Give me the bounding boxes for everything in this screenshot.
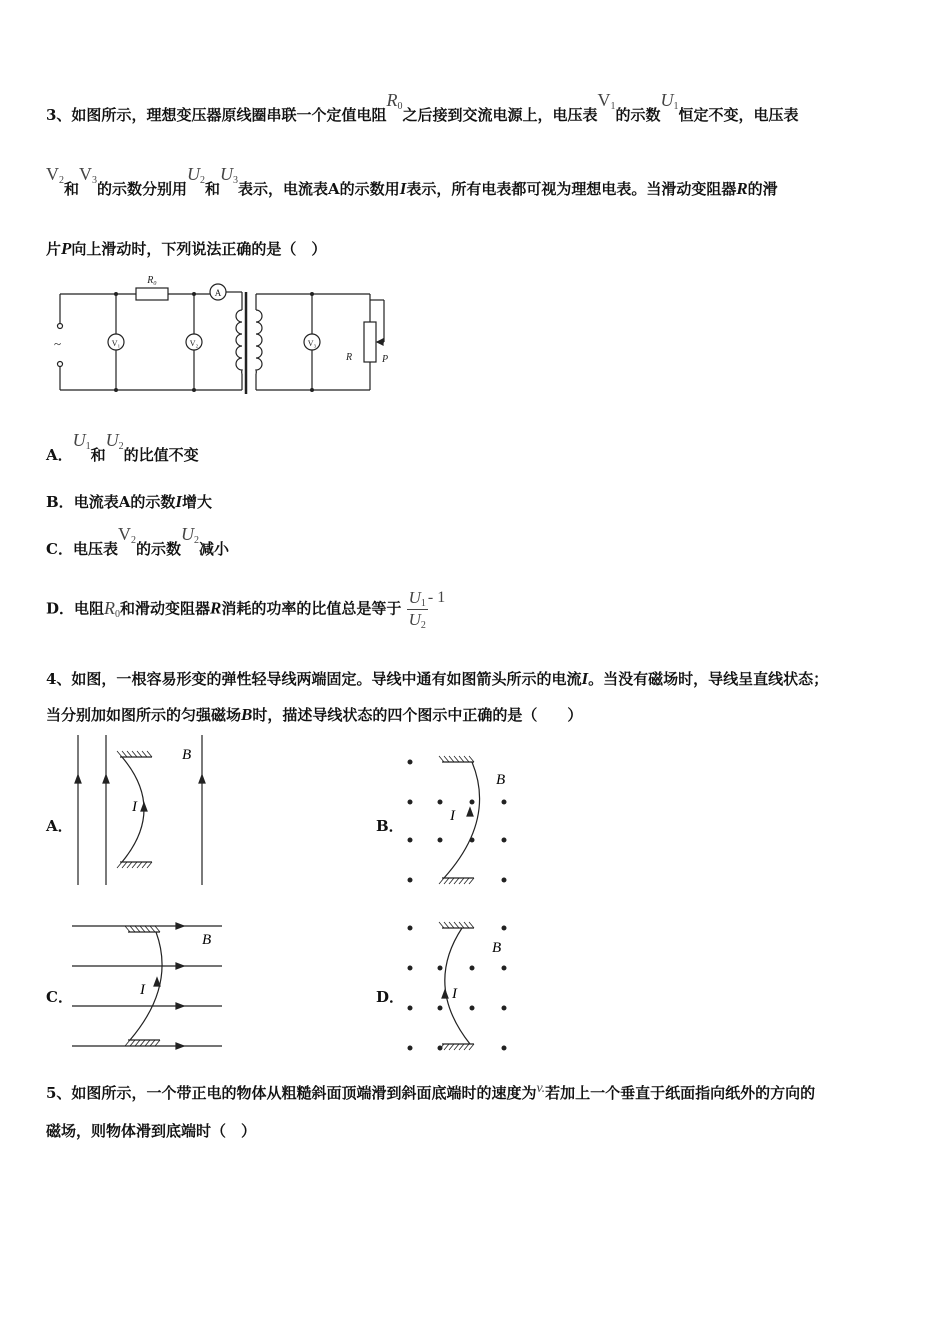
q4-figure-d[interactable]	[400, 918, 520, 1058]
ammeter-label: A	[214, 288, 222, 298]
v2-label: V₂	[189, 339, 199, 348]
q3-line1: 3、如图所示，理想变压器原线圈串联一个定值电阻$R_0$之后接到交流电源上，电压表$V_1$的示数$U_1$恒定不变，电压表	[46, 90, 799, 124]
svg-text:B: B	[202, 932, 212, 948]
slider-p-label: P	[382, 354, 389, 365]
symbol-v2: $V_2$	[46, 164, 64, 186]
svg-text:B: B	[492, 940, 502, 956]
transformer-circuit-diagram	[50, 270, 390, 400]
q3-option-c[interactable]: C．电压表$V_2$的示数$U_2$减小	[46, 524, 229, 558]
q4-figure-b[interactable]	[400, 752, 520, 887]
svg-text:B: B	[182, 747, 192, 763]
q3-line3: 片P向上滑动时，下列说法正确的是（ ）	[46, 239, 327, 258]
q4-figure-c[interactable]	[72, 922, 227, 1052]
q4-option-b-label[interactable]: B．	[376, 817, 404, 835]
symbol-u2: $U_2$	[187, 164, 206, 186]
ac-source-symbol: ~	[54, 336, 62, 351]
circuit-r0-label: R₀	[147, 275, 157, 286]
symbol-r0: $R_0$	[386, 90, 403, 112]
rheostat-r-label: R	[346, 352, 353, 363]
q4-option-c-label[interactable]: C．	[46, 988, 73, 1006]
q4-option-d-label[interactable]: D．	[376, 988, 405, 1006]
q3-line2: $V_2$和$V_3$的示数分别用$U_2$和$U_3$表示，电流表A的示数用I表示，所有电表都可视为理想电表。当滑动变阻器R的滑	[46, 164, 778, 198]
symbol-v3: $V_3$	[79, 164, 98, 186]
q4-line2: 当分别加如图所示的匀强磁场B时，描述导线状态的四个图示中正确的是（ ）	[46, 705, 583, 724]
q4-option-a-label[interactable]: A．	[46, 817, 73, 835]
q3-option-b[interactable]: B．电流表A的示数I增大	[46, 492, 212, 511]
symbol-i: I	[399, 179, 407, 198]
q3-option-d[interactable]: D．电阻$R_0$和滑动变阻器R消耗的功率的比值总是等于 $\frac{U_1}{U_2}$ - 1	[46, 588, 446, 631]
fraction-u1-over-u2: $\frac{U_1}{U_2}$	[408, 588, 426, 631]
svg-text:B: B	[496, 772, 506, 788]
q4-figure-a[interactable]	[70, 735, 220, 890]
symbol-r: R	[736, 179, 748, 198]
symbol-v1: $V_1$	[597, 90, 616, 112]
svg-text:I: I	[140, 982, 145, 998]
q5-line2: 磁场，则物体滑到底端时（ ）	[46, 1122, 257, 1140]
symbol-u3: $U_3$	[220, 164, 239, 186]
q4-line1: 4、如图，一根容易形变的弹性轻导线两端固定。导线中通有如图箭头所示的电流I。当没有磁场时，导线呈直线状态；	[46, 669, 829, 688]
q5-line1: 5、如图所示，一个带正电的物体从粗糙斜面顶端滑到斜面底端时的速度为v.若加上一个垂直于纸面指向纸外的方向的	[46, 1081, 816, 1102]
v3-label: V₃	[307, 339, 317, 348]
symbol-p: P	[61, 239, 72, 258]
svg-text:I: I	[132, 799, 137, 815]
q3-option-a[interactable]: A．$U_1$和$U_2$的比值不变	[46, 430, 199, 464]
svg-text:I: I	[452, 986, 457, 1002]
v1-label: V₁	[111, 339, 121, 348]
symbol-u1: $U_1$	[660, 90, 679, 112]
svg-text:I: I	[450, 808, 455, 824]
